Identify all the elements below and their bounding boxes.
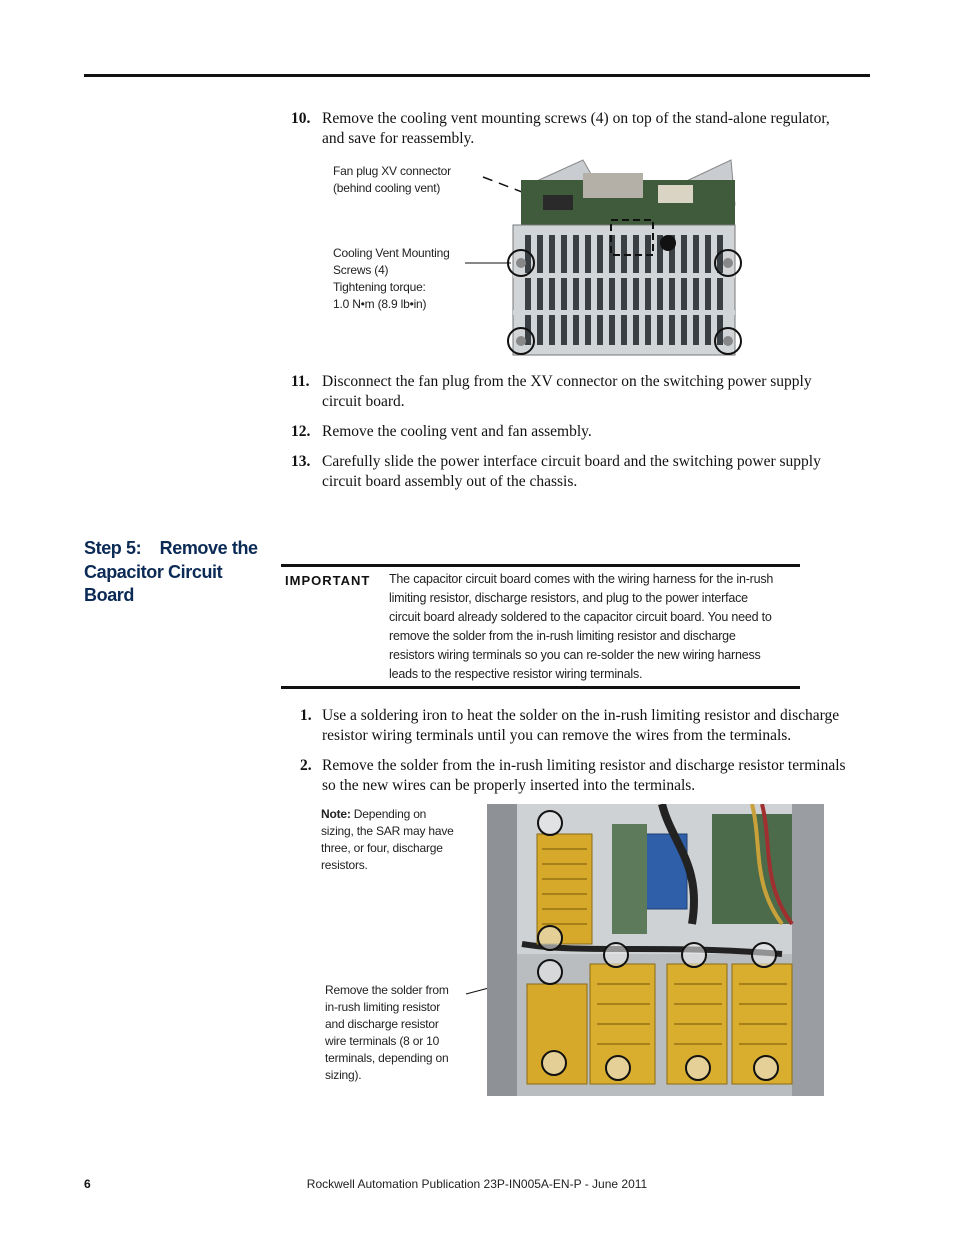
step-text-line: circuit board assembly out of the chassis.: [322, 473, 578, 490]
note-label: Note:: [321, 807, 351, 821]
step-13: [291, 452, 871, 492]
step-12: [291, 422, 871, 442]
step-text-line: circuit board.: [322, 393, 405, 410]
step-11: [291, 372, 871, 412]
callout-screws: Cooling Vent Mounting Screws (4) Tightening torque: 1.0 N•m (8.9 lb•in): [333, 246, 450, 311]
step-number: 13.: [291, 453, 311, 470]
page-number: 6: [84, 1177, 91, 1191]
step-text-line: Use a soldering iron to heat the solder on the in-rush limiting resistor and discharge: [322, 707, 840, 724]
step-1: [300, 706, 870, 746]
step-number: 12.: [291, 423, 311, 440]
step-text-line: resistor wiring terminals until you can remove the wires from the terminals.: [322, 727, 792, 744]
important-label: IMPORTANT: [285, 573, 371, 588]
step-text-line: so the new wires can be properly inserted into the terminals.: [322, 777, 696, 794]
step-text-line: Remove the solder from the in-rush limiting resistor and discharge resistor terminals: [322, 757, 846, 774]
step-text-line: Remove the cooling vent and fan assembly.: [322, 423, 592, 440]
step-10: [291, 109, 871, 149]
note-callout: Note: Depending on sizing, the SAR may have three, or four, discharge resistors.: [321, 807, 454, 872]
step-number: 1.: [300, 707, 312, 724]
section-heading: Step 5: Remove the Capacitor Circuit Board: [84, 538, 258, 605]
regulator-photo: [463, 155, 743, 357]
capacitor-board-photo: [462, 804, 824, 1096]
step-text-line: Disconnect the fan plug from the XV connector on the switching power supply: [322, 373, 812, 390]
header-rule: [84, 74, 870, 77]
important-text: The capacitor circuit board comes with the wiring harness for the in-rush limiting resistor, discharge resistors, and plug to the power interface circuit board already soldered to the capacitor circuit board. You need to remove the solder from the in-rush limiting resistor and discharge resistors wiring terminals so you can re-solder the new wiring harness leads to the respective resistor wiring terminals.: [389, 572, 774, 681]
step-number: 11.: [291, 373, 310, 390]
step-text-line: and save for reassembly.: [322, 130, 475, 147]
step-2: [300, 756, 870, 796]
important-box: [281, 564, 800, 689]
callout-fan-plug: Fan plug XV connector (behind cooling vent): [333, 164, 451, 195]
step-number: 10.: [291, 110, 311, 127]
publication-footer: Rockwell Automation Publication 23P-IN005A-EN-P - June 2011: [306, 1177, 648, 1191]
callout-solder: Remove the solder from in-rush limiting resistor and discharge resistor wire terminals (8 or 10 terminals, depending on sizing).: [325, 983, 449, 1082]
step-text-line: Remove the cooling vent mounting screws (4) on top of the stand-alone regulator,: [322, 110, 830, 127]
step-text-line: Carefully slide the power interface circuit board and the switching power supply: [322, 453, 821, 470]
step-number: 2.: [300, 757, 312, 774]
